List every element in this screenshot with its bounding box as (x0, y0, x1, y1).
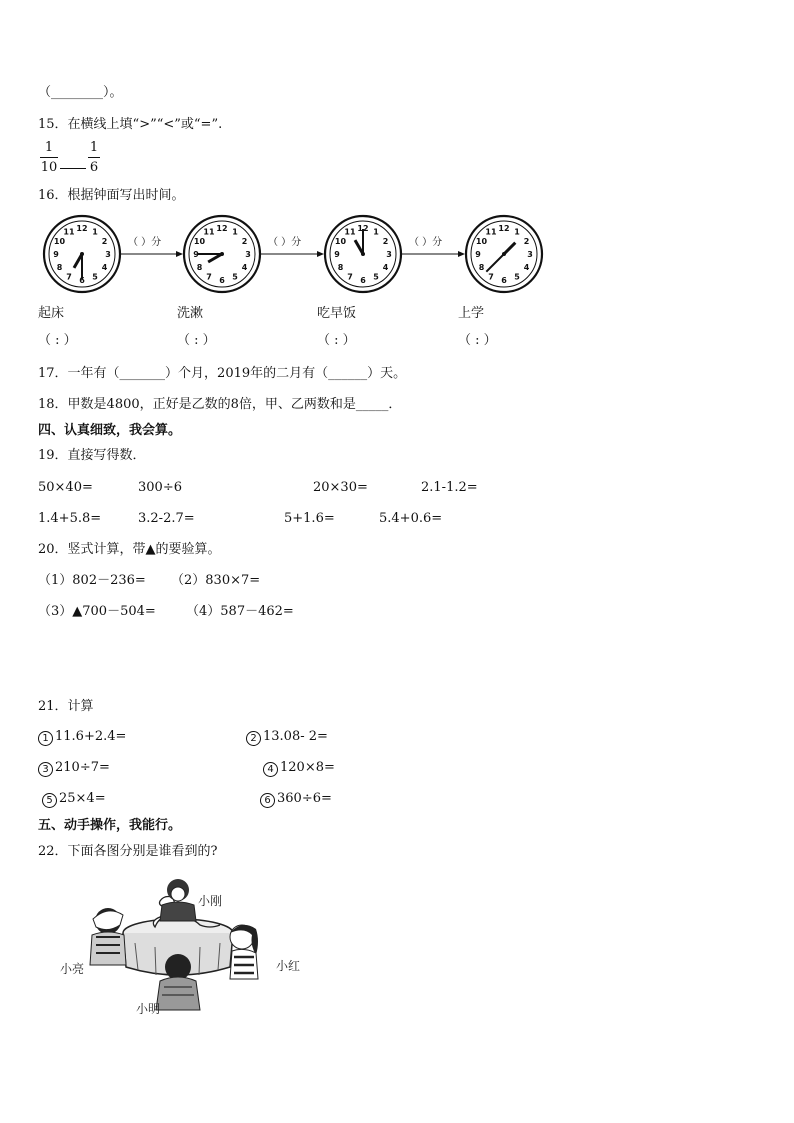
clock-number: 6 (501, 276, 507, 285)
activity-label-breakfast: 吃早饭 (317, 306, 357, 321)
arrow-head (317, 251, 324, 257)
clock-number: 4 (382, 263, 389, 272)
clock-number: 7 (347, 272, 353, 282)
clock-number: 9 (53, 250, 59, 259)
fraction-denominator: 6 (89, 160, 99, 175)
q19-item: 1.4+5.8= (38, 511, 102, 526)
q17-text: 17．一年有（_______）个月，2019年的二月有（______）天。 (38, 366, 407, 381)
section-4-heading: 四、认真细致，我会算。 (38, 423, 182, 438)
clock-number: 9 (193, 250, 199, 259)
interval-label-1[interactable]: （ ）分 (128, 237, 162, 248)
clock-number: 7 (206, 272, 212, 282)
name-label-xiaoliang: 小亮 (60, 962, 85, 976)
q22-title: 22．下面各图分别是谁看到的? (38, 844, 218, 859)
clock-number: 9 (334, 250, 340, 259)
arrow-head (176, 251, 183, 257)
activity-label-school: 上学 (458, 306, 485, 321)
clock-number: 8 (56, 263, 63, 272)
child-bottom-head (165, 954, 191, 980)
q20-item-2: （2）830×7= (171, 573, 261, 588)
circled-number: 1 (38, 731, 53, 746)
arrow-head (458, 251, 465, 257)
q19-title: 19．直接写得数． (38, 448, 146, 463)
clock-number: 3 (386, 250, 392, 259)
q21-item-2: 2 13.08- 2= (246, 730, 328, 746)
clock-number: 5 (514, 272, 520, 282)
clock-number: 3 (527, 250, 533, 259)
q19-item: 5+1.6= (284, 511, 335, 526)
clock-face-1 (44, 216, 120, 292)
q21-item-1: 1 11.6+2.4= (38, 730, 126, 746)
interval-label-3[interactable]: （ ）分 (409, 237, 443, 248)
q19-item: 3.2-2.7= (138, 511, 195, 526)
clock-number: 2 (241, 237, 248, 246)
interval-label-2[interactable]: （ ）分 (268, 237, 302, 248)
q19-item: 2.1-1.2= (421, 480, 478, 495)
time-blank-2[interactable]: （ : ） (177, 333, 216, 348)
clock-number: 7 (488, 272, 494, 282)
clock-number: 11 (485, 227, 497, 237)
clock-number: 12 (357, 224, 369, 233)
clock-number: 5 (92, 272, 98, 282)
fraction-bar (88, 157, 100, 158)
q21-title: 21．计算 (38, 699, 94, 714)
clock-number: 10 (475, 237, 488, 246)
clock-number: 2 (101, 237, 108, 246)
clock-number: 6 (79, 276, 85, 285)
clock-number: 5 (373, 272, 379, 282)
q20-item-3: （3）▲700－504= (38, 604, 156, 619)
clock-number: 12 (216, 224, 228, 233)
q21-item-6: 6 360÷6= (260, 792, 332, 808)
clock-number: 6 (219, 276, 225, 285)
fraction-numerator: 1 (89, 140, 99, 155)
clock-number: 11 (63, 227, 75, 237)
clock-number: 11 (203, 227, 215, 237)
clock-number: 1 (232, 227, 238, 237)
q14-answer-blank[interactable]: （________）。 (38, 85, 123, 100)
clock-number: 1 (373, 227, 379, 237)
clock-number: 8 (478, 263, 485, 272)
clock-face-2 (184, 216, 260, 292)
q21-item-3: 3 210÷7= (38, 761, 110, 777)
q15-compare-blank[interactable] (60, 168, 86, 169)
fraction-numerator: 1 (44, 140, 54, 155)
clock-number: 6 (360, 276, 366, 285)
q20-title: 20．竖式计算，带▲的要验算。 (38, 542, 221, 557)
clock-sequence (38, 210, 558, 298)
clock-number: 5 (232, 272, 238, 282)
clock-number: 9 (475, 250, 481, 259)
q15-fraction-left (40, 141, 58, 174)
q16-title: 16．根据钟面写出时间。 (38, 188, 185, 203)
clock-number: 4 (523, 263, 530, 272)
children-around-table-illustration (60, 875, 320, 1025)
name-label-xiaoming: 小明 (136, 1002, 161, 1016)
clock-number: 1 (514, 227, 520, 237)
child-bottom-body (156, 977, 200, 1010)
clock-number: 3 (245, 250, 251, 259)
clock-number: 1 (92, 227, 98, 237)
clock-number: 10 (193, 237, 206, 246)
child-top-body (160, 902, 196, 921)
circled-number: 6 (260, 793, 275, 808)
clock-number: 8 (337, 263, 344, 272)
time-blank-4[interactable]: （ : ） (458, 333, 497, 348)
clock-number: 10 (53, 237, 66, 246)
activity-label-wake: 起床 (38, 306, 65, 321)
clock-number: 4 (241, 263, 248, 272)
clock-number: 12 (76, 224, 88, 233)
circled-number: 4 (263, 762, 278, 777)
clock-number: 10 (334, 237, 347, 246)
q21-item-4: 4 120×8= (263, 761, 335, 777)
clock-number: 8 (196, 263, 203, 272)
clock-face-4 (466, 216, 542, 292)
q18-text: 18．甲数是4800，正好是乙数的8倍，甲、乙两数和是_____． (38, 397, 402, 412)
time-blank-3[interactable]: （ : ） (317, 333, 356, 348)
q20-item-4: （4）587－462= (186, 604, 294, 619)
clock-number: 11 (344, 227, 356, 237)
q15-fraction-right (88, 141, 100, 174)
q20-item-1: （1）802－236= (38, 573, 146, 588)
clock-number: 2 (382, 237, 389, 246)
clock-face-3 (325, 216, 401, 292)
circled-number: 3 (38, 762, 53, 777)
q19-item: 50×40= (38, 480, 93, 495)
circled-number: 2 (246, 731, 261, 746)
q15-title: 15．在横线上填“>”“<”或“=”. (38, 117, 223, 132)
q21-item-5: 5 25×4= (42, 792, 106, 808)
clock-number: 4 (101, 263, 108, 272)
q19-item: 300÷6 (138, 480, 182, 495)
clock-number: 2 (523, 237, 530, 246)
q19-item: 20×30= (313, 480, 368, 495)
fraction-denominator: 10 (40, 160, 58, 175)
fraction-bar (40, 157, 58, 158)
q19-item: 5.4+0.6= (379, 511, 443, 526)
name-label-xiaohong: 小红 (276, 959, 301, 973)
clock-number: 3 (105, 250, 111, 259)
section-5-heading: 五、动手操作，我能行。 (38, 818, 182, 833)
name-label-xiaogang: 小刚 (198, 894, 223, 908)
clock-number: 12 (498, 224, 510, 233)
circled-number: 5 (42, 793, 57, 808)
time-blank-1[interactable]: （ : ） (38, 333, 77, 348)
activity-label-wash: 洗漱 (177, 306, 204, 321)
clock-number: 7 (66, 272, 72, 282)
